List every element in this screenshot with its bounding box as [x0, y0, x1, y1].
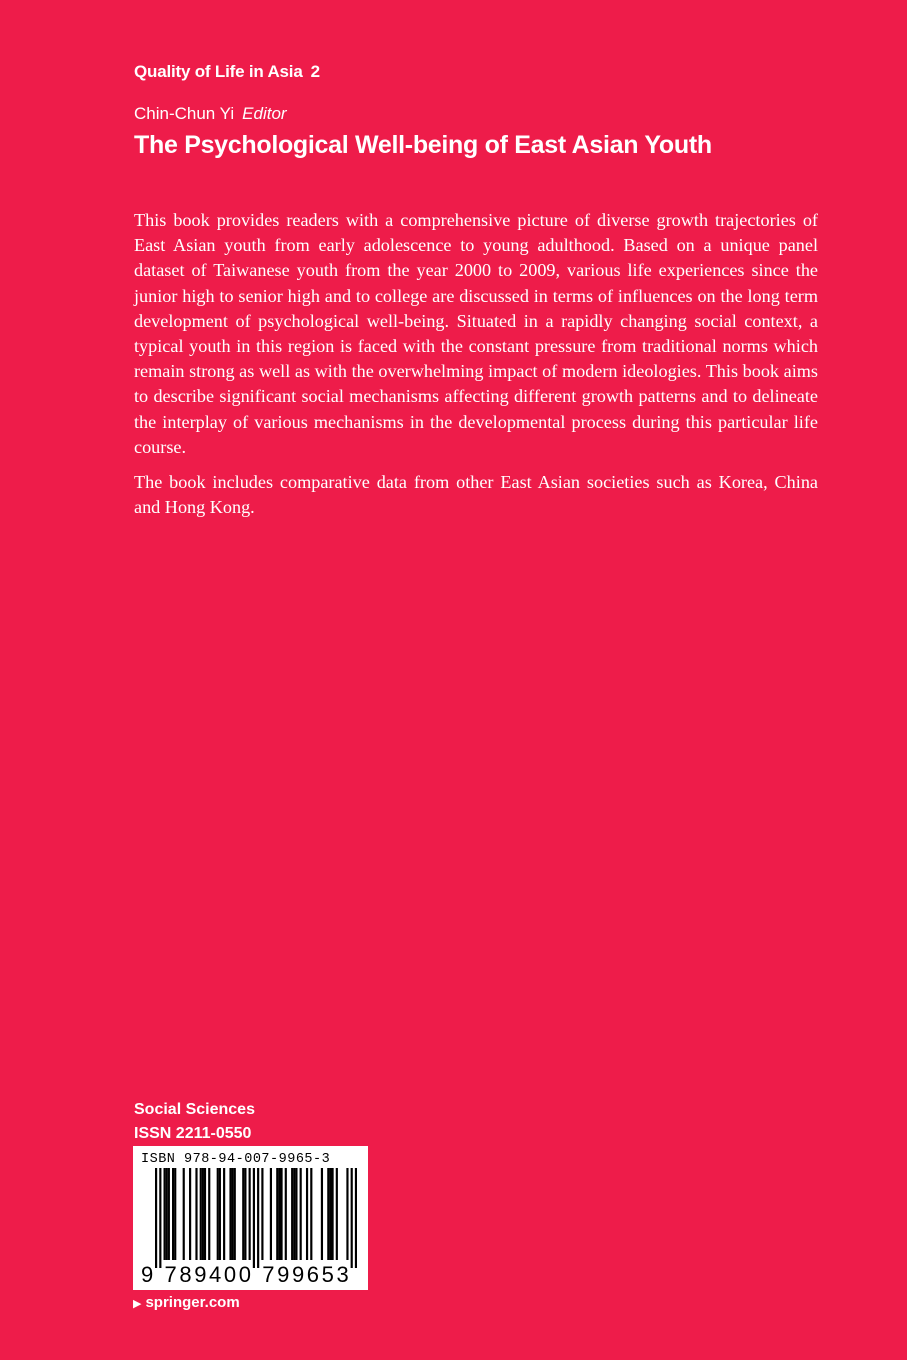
barcode-bar [336, 1168, 338, 1260]
barcode-bar [249, 1168, 251, 1260]
barcode-bar [346, 1168, 348, 1260]
ean-digits: 9 789400 799653 [141, 1262, 352, 1287]
series-number: 2 [310, 62, 320, 81]
series-name: Quality of Life in Asia [134, 62, 303, 81]
barcode-bar [295, 1168, 297, 1260]
editor-name: Chin-Chun Yi [134, 104, 235, 123]
barcode-bars [155, 1168, 357, 1268]
barcode-bar [168, 1168, 170, 1260]
barcode-bar [208, 1168, 210, 1260]
website-link[interactable] [133, 1294, 240, 1311]
barcode-bar [242, 1168, 244, 1260]
barcode-bar [321, 1168, 323, 1260]
barcode-bar [204, 1168, 206, 1260]
barcode-bar [270, 1168, 272, 1260]
barcode-bar [285, 1168, 287, 1260]
triangle-right-icon: ▶ [133, 1298, 142, 1310]
barcode-bar [159, 1168, 161, 1268]
barcode-bar [219, 1168, 221, 1260]
barcode-bar [280, 1168, 282, 1260]
barcode-bar [172, 1168, 174, 1260]
barcode-bar [355, 1168, 357, 1268]
barcode-bar [257, 1168, 259, 1268]
barcode-bar [253, 1168, 255, 1268]
barcode-bar [200, 1168, 202, 1260]
barcode-bar [164, 1168, 166, 1260]
subject-label: Social Sciences [134, 1101, 255, 1118]
barcode-bar [293, 1168, 295, 1260]
barcode-bar [202, 1168, 204, 1260]
barcode-bar [276, 1168, 278, 1260]
barcode-bar [217, 1168, 219, 1260]
barcode-box [133, 1146, 368, 1290]
barcode-bar [229, 1168, 231, 1260]
book-title: The Psychological Well-being of East Asian Youth [134, 131, 712, 159]
barcode-bar [306, 1168, 308, 1260]
barcode-bar [223, 1168, 225, 1260]
editor-line [134, 104, 287, 124]
barcode-bar [329, 1168, 331, 1260]
barcode-bar [331, 1168, 333, 1260]
barcode-bar [291, 1168, 293, 1260]
isbn-label: ISBN 978-94-007-9965-3 [141, 1152, 331, 1167]
barcode-bar [166, 1168, 168, 1260]
barcode-bar [183, 1168, 185, 1260]
blurb-paragraph-2: The book includes comparative data from other East Asian societies such as Korea, China and Hong Kong. [134, 472, 818, 518]
barcode-bar [244, 1168, 246, 1260]
barcode-bar [351, 1168, 353, 1268]
barcode-bar [174, 1168, 176, 1260]
subject-block [134, 1098, 255, 1146]
barcode-bar [261, 1168, 263, 1260]
book-blurb [134, 208, 818, 530]
barcode-bar [232, 1168, 234, 1260]
barcode-bar [195, 1168, 197, 1260]
editor-role: Editor [242, 104, 287, 123]
issn-label: ISSN 2211-0550 [134, 1125, 252, 1142]
website-label: springer.com [145, 1294, 240, 1311]
barcode-bar [189, 1168, 191, 1260]
series-line [134, 62, 320, 82]
barcode-bar [278, 1168, 280, 1260]
blurb-paragraph-1: This book provides readers with a comprehensive picture of diverse growth trajectories of East Asian youth from early adolescence to young adulthood. Based on a unique panel dataset of Taiwanese youth from the year 2000 to 2009, various life experiences since the junior high to senior high and to college are discussed in terms of influences on the long term development of psychological well-being. Situated in a rapidly changing social context, a typical youth in this region is faced with the constant pressure from traditional norms which remain strong as well as with the overwhelming impact of modern ideologies. This book aims to describe significant social mechanisms affecting different growth patterns and to delineate the interplay of various mechanisms in the developmental process during this particular life course. [134, 210, 818, 457]
barcode-bar [234, 1168, 236, 1260]
barcode-bar [327, 1168, 329, 1260]
barcode-bar [155, 1168, 157, 1268]
barcode-bar [310, 1168, 312, 1260]
barcode-bar [300, 1168, 302, 1260]
